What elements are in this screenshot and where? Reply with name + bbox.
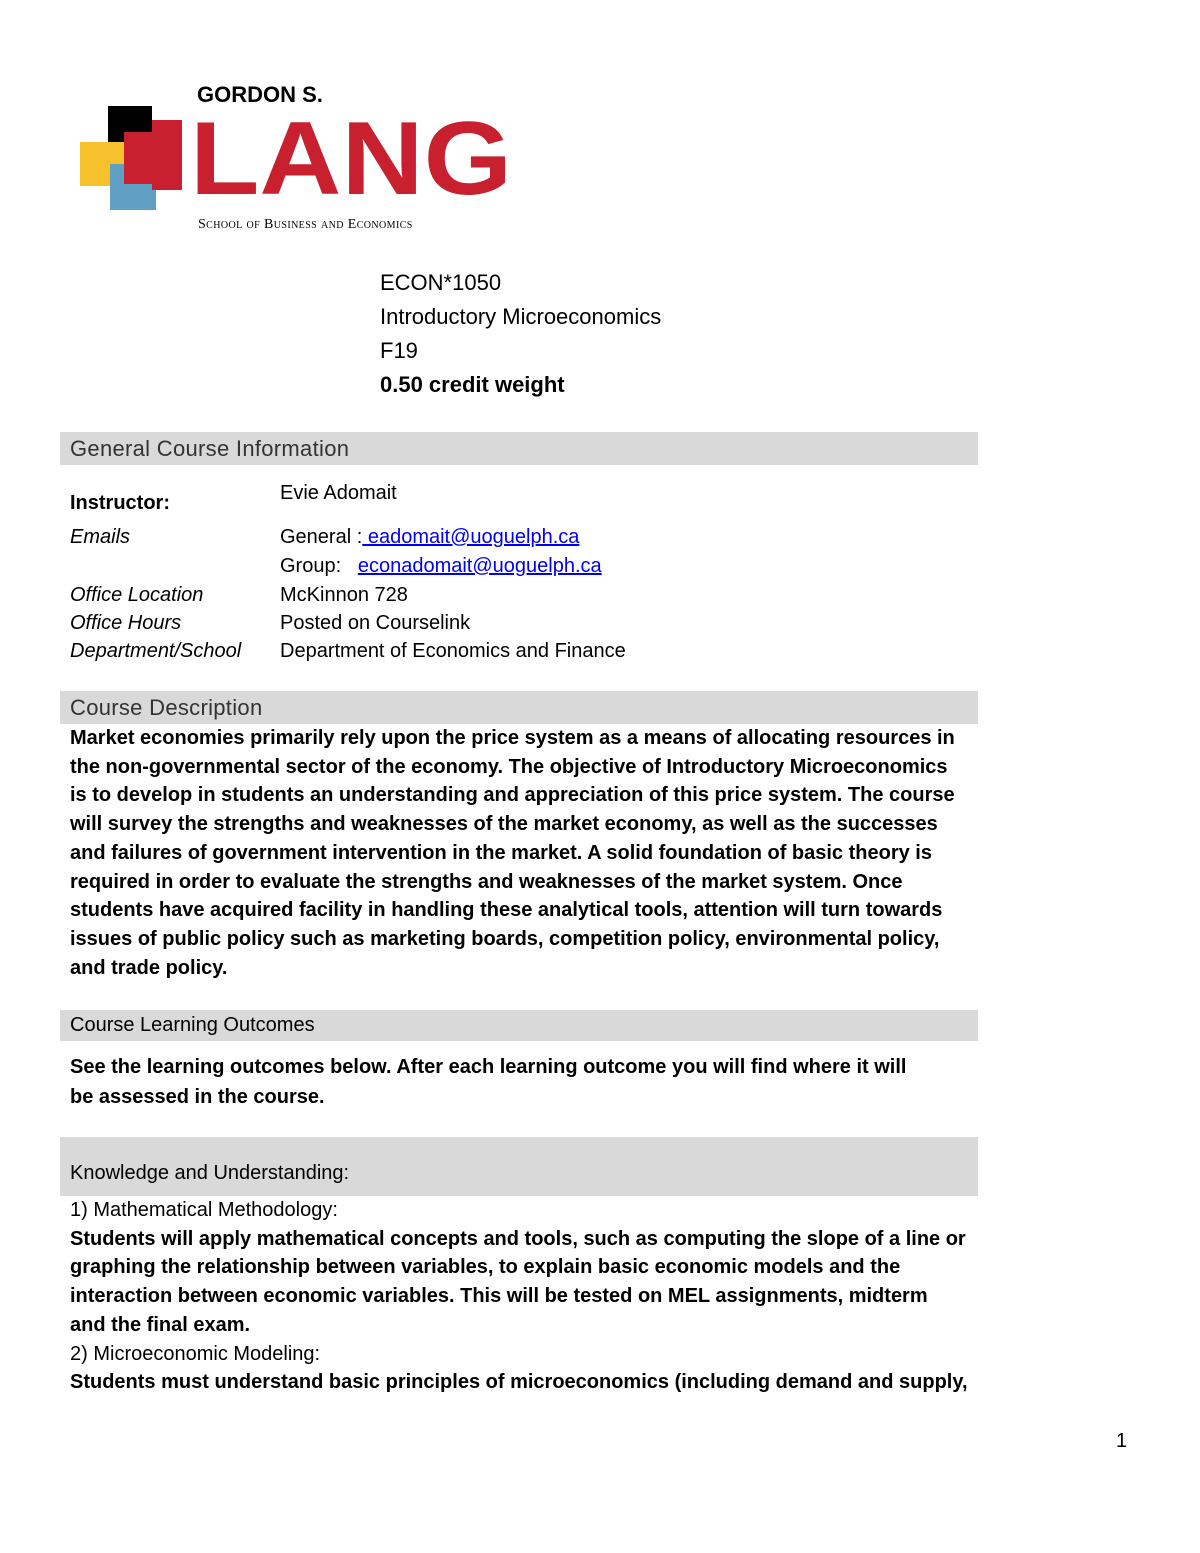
logo-gordon-text: GORDON S.: [197, 82, 323, 107]
knowledge-line: Students must understand basic principles of microeconomics (including demand and supply,: [70, 1371, 968, 1394]
logo-red-cross: [152, 120, 182, 190]
description-line: and trade policy.: [70, 956, 228, 979]
description-line: is to develop in students an understanding and appreciation of this price system. The course: [70, 784, 955, 807]
logo-lang-text: LANG: [190, 101, 512, 217]
instructor-label: Instructor:: [70, 492, 170, 514]
description-line: will survey the strengths and weaknesses of the market economy, as well as the successes: [70, 813, 938, 836]
knowledge-line: interaction between economic variables. This will be tested on MEL assignments, midterm: [70, 1285, 928, 1308]
course-code: ECON*1050: [380, 270, 502, 295]
logo-school-text: School of Business and Economics: [198, 217, 413, 232]
section-course-description: Course Description: [60, 691, 978, 724]
logo-graphic: [78, 82, 518, 232]
knowledge-line: 1) Mathematical Methodology:: [70, 1199, 338, 1221]
description-line: the non-governmental sector of the economy. The objective of Introductory Microeconomics: [70, 755, 948, 778]
outcomes-line: See the learning outcomes below. After each learning outcome you will find where it will: [70, 1056, 907, 1078]
office-hours-value: Posted on Courselink: [280, 612, 471, 634]
course-term: F19: [380, 338, 418, 363]
page-number: 1: [1116, 1430, 1128, 1452]
description-line: Market economies primarily rely upon the price system as a means of allocating resources in: [70, 727, 955, 749]
department-label: Department/School: [70, 640, 242, 662]
office-hours-label: Office Hours: [70, 612, 182, 634]
emails-label: Emails: [70, 526, 131, 548]
office-location-value: McKinnon 728: [280, 584, 408, 606]
description-line: and failures of government intervention in the market. A solid foundation of basic theory is: [70, 841, 932, 864]
knowledge-line: 2) Microeconomic Modeling:: [70, 1342, 321, 1365]
course-name: Introductory Microeconomics: [380, 304, 662, 329]
general-email-prefix: General :: [280, 526, 363, 548]
office-location-label: Office Location: [70, 584, 204, 606]
group-email-link[interactable]: econadomait@uoguelph.ca: [357, 555, 602, 577]
school-logo: [78, 82, 518, 232]
course-header: [380, 266, 661, 402]
department-value: Department of Economics and Finance: [280, 640, 626, 662]
course-description-text: [70, 724, 970, 982]
section-learning-outcomes: Course Learning Outcomes: [60, 1010, 978, 1041]
knowledge-text: [70, 1196, 970, 1397]
group-email-prefix: Group:: [280, 555, 342, 577]
knowledge-line: graphing the relationship between variables, to explain basic economic models and the: [70, 1256, 901, 1279]
section-knowledge-understanding: Knowledge and Understanding:: [60, 1137, 978, 1196]
knowledge-line: Students will apply mathematical concepts and tools, such as computing the slope of a line or: [70, 1227, 966, 1250]
instructor-value: Evie Adomait: [280, 482, 397, 504]
description-line: students have acquired facility in handling these analytical tools, attention will turn towards: [70, 899, 943, 922]
section-general-info: General Course Information: [60, 432, 978, 465]
outcomes-line: be assessed in the course.: [70, 1086, 325, 1108]
general-email-link[interactable]: eadomait@uoguelph.ca: [362, 526, 580, 548]
description-line: issues of public policy such as marketing boards, competition policy, environmental policy,: [70, 927, 940, 950]
description-line: required in order to evaluate the strengths and weaknesses of the market system. Once: [70, 870, 903, 893]
knowledge-line: and the final exam.: [70, 1313, 251, 1336]
course-credit: 0.50 credit weight: [380, 372, 565, 397]
outcomes-intro-text: [70, 1052, 970, 1112]
